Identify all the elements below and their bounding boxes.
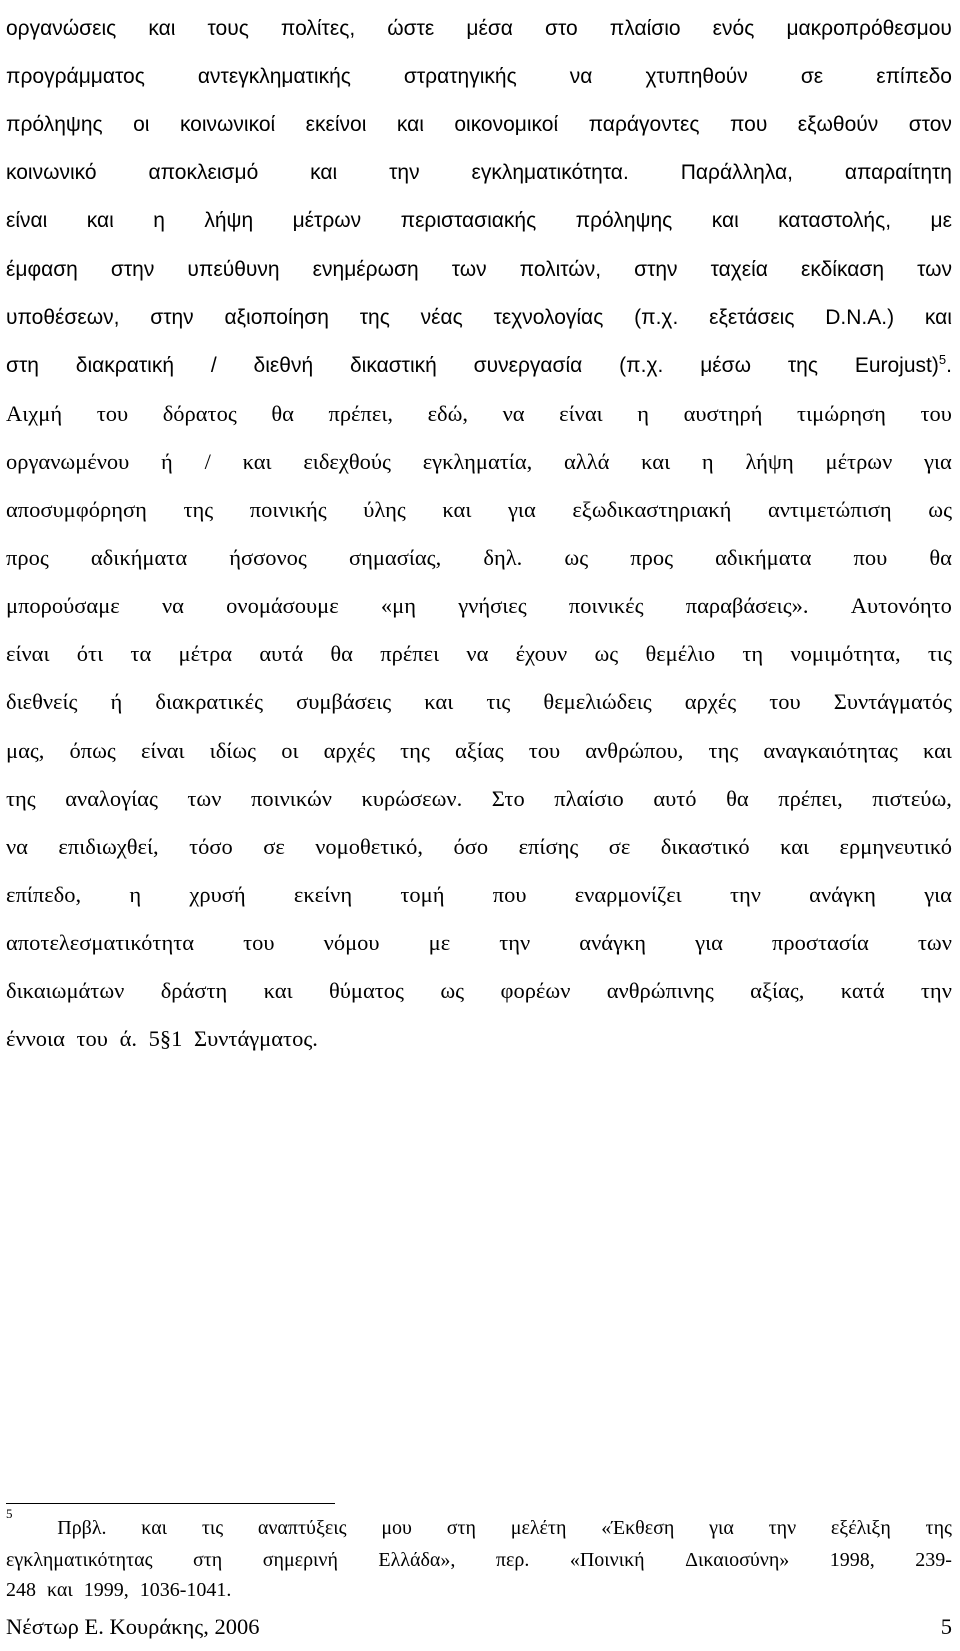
body-line: μπορούσαμε να ονομάσουμε «μη γνήσιες ποινικές παραβάσεις». Αυτονόητο	[6, 593, 952, 619]
body-line: της αναλογίας των ποινικών κυρώσεων. Στο πλαίσιο αυτό θα πρέπει, πιστεύω,	[6, 785, 952, 811]
footnote-line: 5 Πρβλ. και τις αναπτύξεις μου στη μελέτη «Έκθεση για την εξέλιξη της	[6, 1514, 952, 1542]
body-line: στη διακρατική / διεθνή δικαστική συνεργασία (π.χ. μέσω της Eurojust)5.	[6, 351, 952, 377]
body-line: να επιδιωχθεί, τόσο σε νομοθετικό, όσο επίσης σε δικαστικό και ερμηνευτικό	[6, 833, 952, 859]
body-line: αποσυμφόρηση της ποινικής ύλης και για εξωδικαστηριακή αντιμετώπιση ως	[6, 497, 952, 522]
body-line: Αιχμή του δόρατος θα πρέπει, εδώ, να είναι η αυστηρή τιμώρηση του	[6, 400, 952, 426]
page-footer	[6, 1612, 952, 1642]
body-line: αποτελεσματικότητα του νόμου με την ανάγκη για προστασία των	[6, 929, 952, 955]
footnote-line: εγκληματικότητας στη σημερινή Ελλάδα», περ. «Ποινική Δικαιοσύνη» 1998, 239-	[6, 1549, 952, 1571]
body-line: έμφαση στην υπεύθυνη ενημέρωση των πολιτών, στην ταχεία εκδίκαση των	[6, 257, 952, 281]
body-line: πρόληψης οι κοινωνικοί εκείνοι και οικονομικοί παράγοντες που εξωθούν στον	[6, 113, 952, 137]
body-line: είναι και η λήψη μέτρων περιστασιακής πρόληψης και καταστολής, με	[6, 209, 952, 233]
body-line: δικαιωμάτων δράστη και θύματος ως φορέων ανθρώπινης αξίας, κατά την	[6, 978, 952, 1003]
body-line: προς αδικήματα ήσσονος σημασίας, δηλ. ως προς αδικήματα που θα	[6, 545, 952, 571]
footnote-number: 5	[6, 1506, 13, 1521]
footer-page-number: 5	[940, 1614, 952, 1639]
footnote-separator	[6, 1503, 335, 1504]
body-line: επίπεδο, η χρυσή εκείνη τομή που εναρμονίζει την ανάγκη για	[6, 881, 952, 907]
body-line: έννοια του ά. 5§1 Συντάγματος.	[6, 1026, 318, 1052]
body-line: οργανώσεις και τους πολίτες, ώστε μέσα στο πλαίσιο ενός μακροπρόθεσμου	[6, 17, 952, 40]
body-line: κοινωνικό αποκλεισμό και την εγκληματικότητα. Παράλληλα, απαραίτητη	[6, 161, 952, 185]
body-line: διεθνείς ή διακρατικές συμβάσεις και τις θεμελιώδεις αρχές του Συντάγματός	[6, 689, 952, 715]
body-line: είναι ότι τα μέτρα αυτά θα πρέπει να έχουν ως θεμέλιο τη νομιμότητα, τις	[6, 641, 952, 667]
body-line: υποθέσεων, στην αξιοποίηση της νέας τεχνολογίας (π.χ. εξετάσεις D.N.A.) και	[6, 305, 952, 329]
body-line: οργανωμένου ή / και ειδεχθούς εγκληματία, αλλά και η λήψη μέτρων για	[6, 448, 952, 474]
body-line: μας, όπως είναι ιδίως οι αρχές της αξίας του ανθρώπου, της αναγκαιότητας και	[6, 737, 952, 763]
footer-author: Νέστωρ Ε. Κουράκης, 2006	[6, 1614, 260, 1639]
body-line: προγράμματος αντεγκληματικής στρατηγικής να χτυπηθούν σε επίπεδο	[6, 65, 952, 89]
footnote-line: 248 και 1999, 1036-1041.	[6, 1579, 232, 1601]
